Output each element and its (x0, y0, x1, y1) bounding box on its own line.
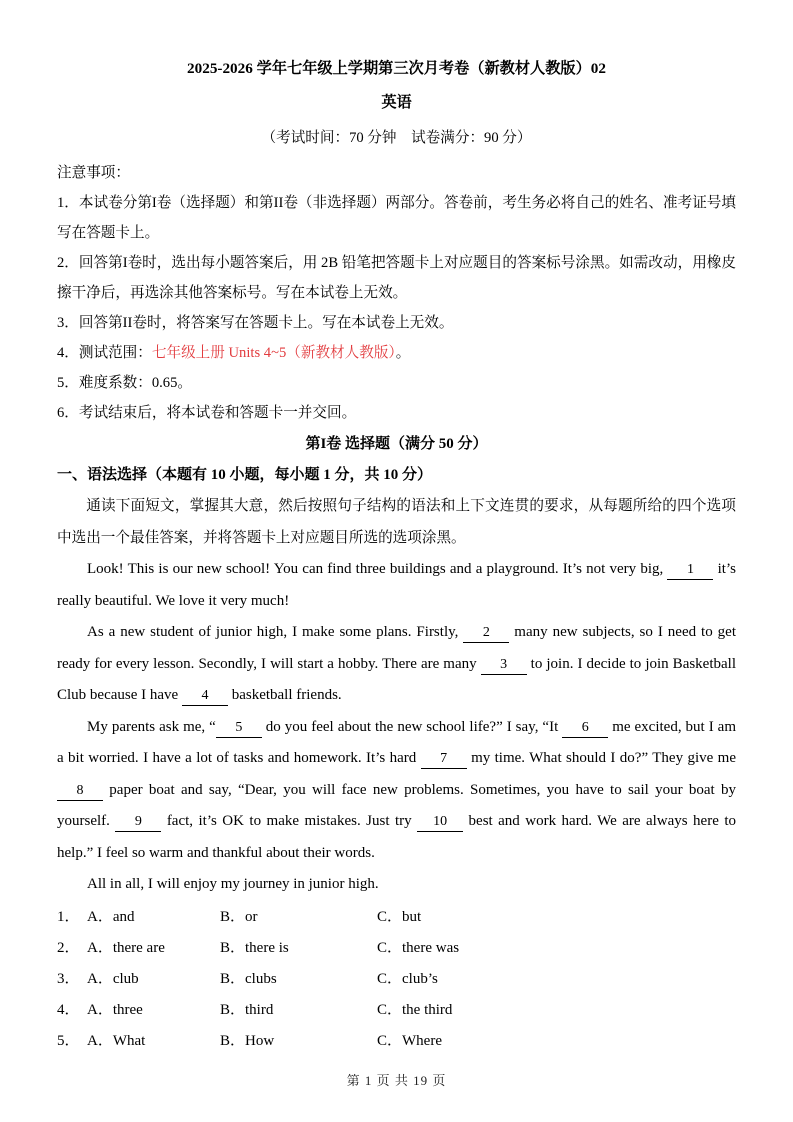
cloze-passage (57, 554, 736, 901)
passage-paragraph: As a new student of junior high, I make some plans. Firstly, 2 many new subjects, so I need to get ready for every lesson. Secondly, I will start a hobby. There are many 3 to join. I decide to join Basketball Club because I have 4 basketball friends. (57, 617, 736, 712)
part1-title: 第I卷 选择题（满分 50 分） (305, 436, 488, 452)
notice-item: 3．回答第II卷时，将答案写在答题卡上。写在本试卷上无效。 (57, 315, 454, 331)
option-cell: C．club’s (377, 970, 438, 987)
question-number: 1． (57, 908, 80, 925)
question-list (57, 902, 736, 1058)
option-cell: A．there are (87, 939, 165, 956)
cloze-blank: 2 (463, 625, 509, 643)
highlighted-text: 七年级上册 Units 4~5（新教材人教版） (151, 345, 396, 361)
option-cell: B．there is (220, 939, 289, 956)
option-cell: B．or (220, 908, 258, 925)
notice-item: 6．考试结束后，将本试卷和答题卡一并交回。 (57, 405, 357, 421)
notice-item: 2．回答第I卷时，选出每小题答案后，用 2B 铅笔把答题卡上对应题目的答案标号涂黑。如需改动，用橡皮擦干净后，再选涂其他答案标号。写在本试卷上无效。 (57, 255, 736, 301)
cloze-blank: 10 (417, 814, 463, 832)
question-row (57, 902, 736, 933)
section1-heading: 一、语法选择（本题有 10 小题，每小题 1 分，共 10 分） (57, 467, 433, 483)
notice-heading: 注意事项： (57, 165, 130, 181)
cloze-blank: 4 (182, 688, 228, 706)
option-cell: A．What (87, 1033, 146, 1050)
option-cell: C．Where (377, 1033, 442, 1050)
question-number: 2． (57, 939, 80, 956)
passage-paragraph: My parents ask me, “ 5 do you feel about the new school life?” I say, “It 6 me excited, but I am a bit worried. I have a lot of tasks and homework. It’s hard 7 my time. What should I do?” They give me 8 paper boat and say, “Dear, you will face new problems. Sometimes, you have to sail your boat by yourself. 9 fact, it’s OK to make mistakes. Just try 10 best and work hard. We are always here to help.” I feel so warm and thankful about their words. (57, 718, 737, 861)
cloze-blank: 8 (57, 783, 103, 801)
cloze-blank: 1 (667, 562, 713, 580)
option-cell: B．third (220, 1002, 274, 1019)
question-number: 5． (57, 1033, 80, 1050)
exam-subject: 英语 (381, 94, 412, 111)
option-cell: C．the third (377, 1002, 453, 1019)
cloze-blank: 6 (562, 720, 608, 738)
question-row (57, 933, 736, 964)
question-row (57, 1026, 736, 1057)
notice-item: 5．难度系数：0.65。 (57, 375, 192, 391)
cloze-blank: 5 (216, 720, 262, 738)
passage-paragraph: Look! This is our new school! You can find three buildings and a playground. It’s not very big, 1 it’s really beautiful. We love it very much! (57, 561, 736, 609)
option-cell: A．three (87, 1002, 143, 1019)
exam-info: （考试时间：70 分钟 试卷满分：90 分） (261, 130, 532, 146)
question-number: 3． (57, 970, 80, 987)
passage-paragraph: All in all, I will enjoy my journey in junior high. (87, 876, 379, 892)
option-cell: B．clubs (220, 970, 277, 987)
question-row (57, 995, 736, 1026)
cloze-blank: 3 (481, 657, 527, 675)
cloze-blank: 9 (115, 814, 161, 832)
option-cell: C．there was (377, 939, 460, 956)
page-footer: 第 1 页 共 19 页 (346, 1073, 447, 1088)
option-cell: A．club (87, 970, 139, 987)
option-cell: A．and (87, 908, 135, 925)
section1-instructions: 通读下面短文，掌握其大意，然后按照句子结构的语法和上下文连贯的要求，从每题所给的四个选项中选出一个最佳答案，并将答题卡上对应题目所选的选项涂黑。 (57, 498, 736, 546)
question-number: 4． (57, 1002, 80, 1019)
option-cell: B．How (220, 1033, 275, 1050)
notice-list (57, 188, 736, 428)
exam-title: 2025-2026 学年七年级上学期第三次月考卷（新教材人教版）02 (187, 60, 606, 77)
option-cell: C．but (377, 908, 422, 925)
question-row (57, 964, 736, 995)
cloze-blank: 7 (421, 751, 467, 769)
notice-item: 1．本试卷分第I卷（选择题）和第II卷（非选择题）两部分。答卷前，考生务必将自己的姓名、准考证号填写在答题卡上。 (57, 195, 736, 241)
notice-item: 4．测试范围：七年级上册 Units 4~5（新教材人教版）。 (57, 345, 411, 361)
